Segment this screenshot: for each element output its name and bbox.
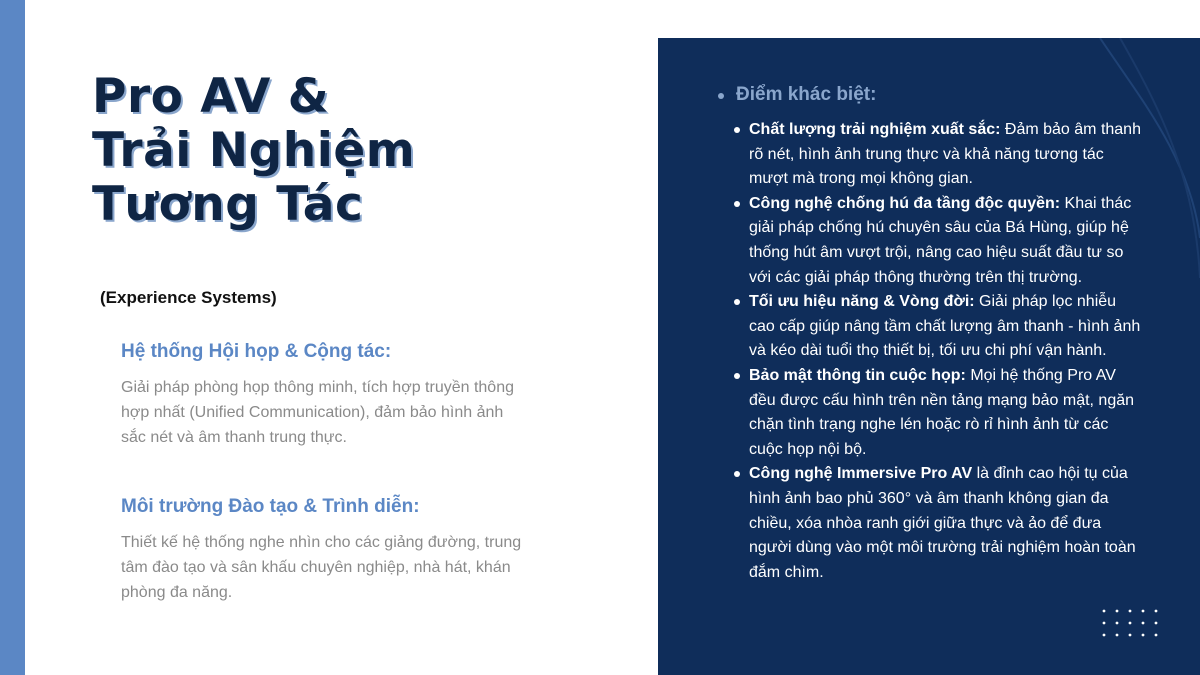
item-text: Khai thác giải pháp chống hú chuyên sâu của Bá Hùng, giúp hệ thống hút âm vượt trội, nâng cao hiệu suất đầu tư so với các giải pháp thông thường trên thị trường. [749, 194, 1132, 286]
section-heading: Hệ thống Hội họp & Cộng tác: [121, 341, 392, 362]
item-text: là đỉnh cao hội tụ của hình ảnh bao phủ 360° và âm thanh không gian đa chiều, xóa nhòa ranh giới giữa thực và ảo để đưa người dùng vào một môi trường trải nghiệm hoàn toàn đắm chìm. [749, 465, 1136, 581]
left-accent-bar [0, 0, 25, 675]
item-lead: Công nghệ chống hú đa tầng độc quyền: [749, 194, 1061, 212]
section-body: Thiết kế hệ thống nghe nhìn cho các giảng đường, trung tâm đào tạo và sân khấu chuyên nghiệp, nhà hát, khán phòng đa năng. [121, 534, 522, 601]
page-subtitle: (Experience Systems) [100, 288, 277, 307]
section-body: Giải pháp phòng họp thông minh, tích hợp truyền thông hợp nhất (Unified Communication), đảm bảo hình ảnh sắc nét và âm thanh trung thực. [121, 379, 514, 446]
item-lead: Tối ưu hiệu năng & Vòng đời: [749, 293, 975, 311]
differences-item [749, 364, 1144, 462]
section-meeting-collaboration [121, 341, 531, 450]
item-text: Giải pháp lọc nhiễu cao cấp giúp nâng tầm chất lượng âm thanh - hình ảnh và kéo dài tuổi thọ thiết bị, tối ưu chi phí vận hành. [749, 293, 1141, 360]
section-training-presentation [121, 496, 531, 605]
title-line-1: Pro AV & [92, 69, 330, 124]
item-text: Mọi hệ thống Pro AV đều được cấu hình trên nền tảng mạng bảo mật, ngăn chặn tình trạng nghe lén hoặc rò rỉ hình ảnh từ các cuộc họp nội bộ. [749, 366, 1135, 458]
title-line-3: Tương Tác [92, 177, 364, 232]
differences-list [749, 118, 1144, 585]
item-lead: Công nghệ Immersive Pro AV [749, 465, 973, 483]
decorative-dot-grid [1098, 605, 1168, 641]
differences-item [749, 462, 1144, 585]
differences-item [749, 290, 1144, 364]
differences-heading: Điểm khác biệt: [736, 84, 877, 105]
item-lead: Chất lượng trải nghiệm xuất sắc: [749, 121, 1001, 138]
title-line-2: Trải Nghiệm [92, 123, 416, 178]
differences-item [749, 118, 1144, 192]
differences-item [749, 192, 1144, 290]
item-lead: Bảo mật thông tin cuộc họp: [749, 366, 966, 384]
page-title [92, 70, 415, 232]
item-text: Đảm bảo âm thanh rõ nét, hình ảnh trung thực và khả năng tương tác mượt mà trong mọi không gian. [749, 121, 1141, 188]
section-heading: Môi trường Đào tạo & Trình diễn: [121, 496, 420, 517]
differences-panel [658, 38, 1200, 675]
